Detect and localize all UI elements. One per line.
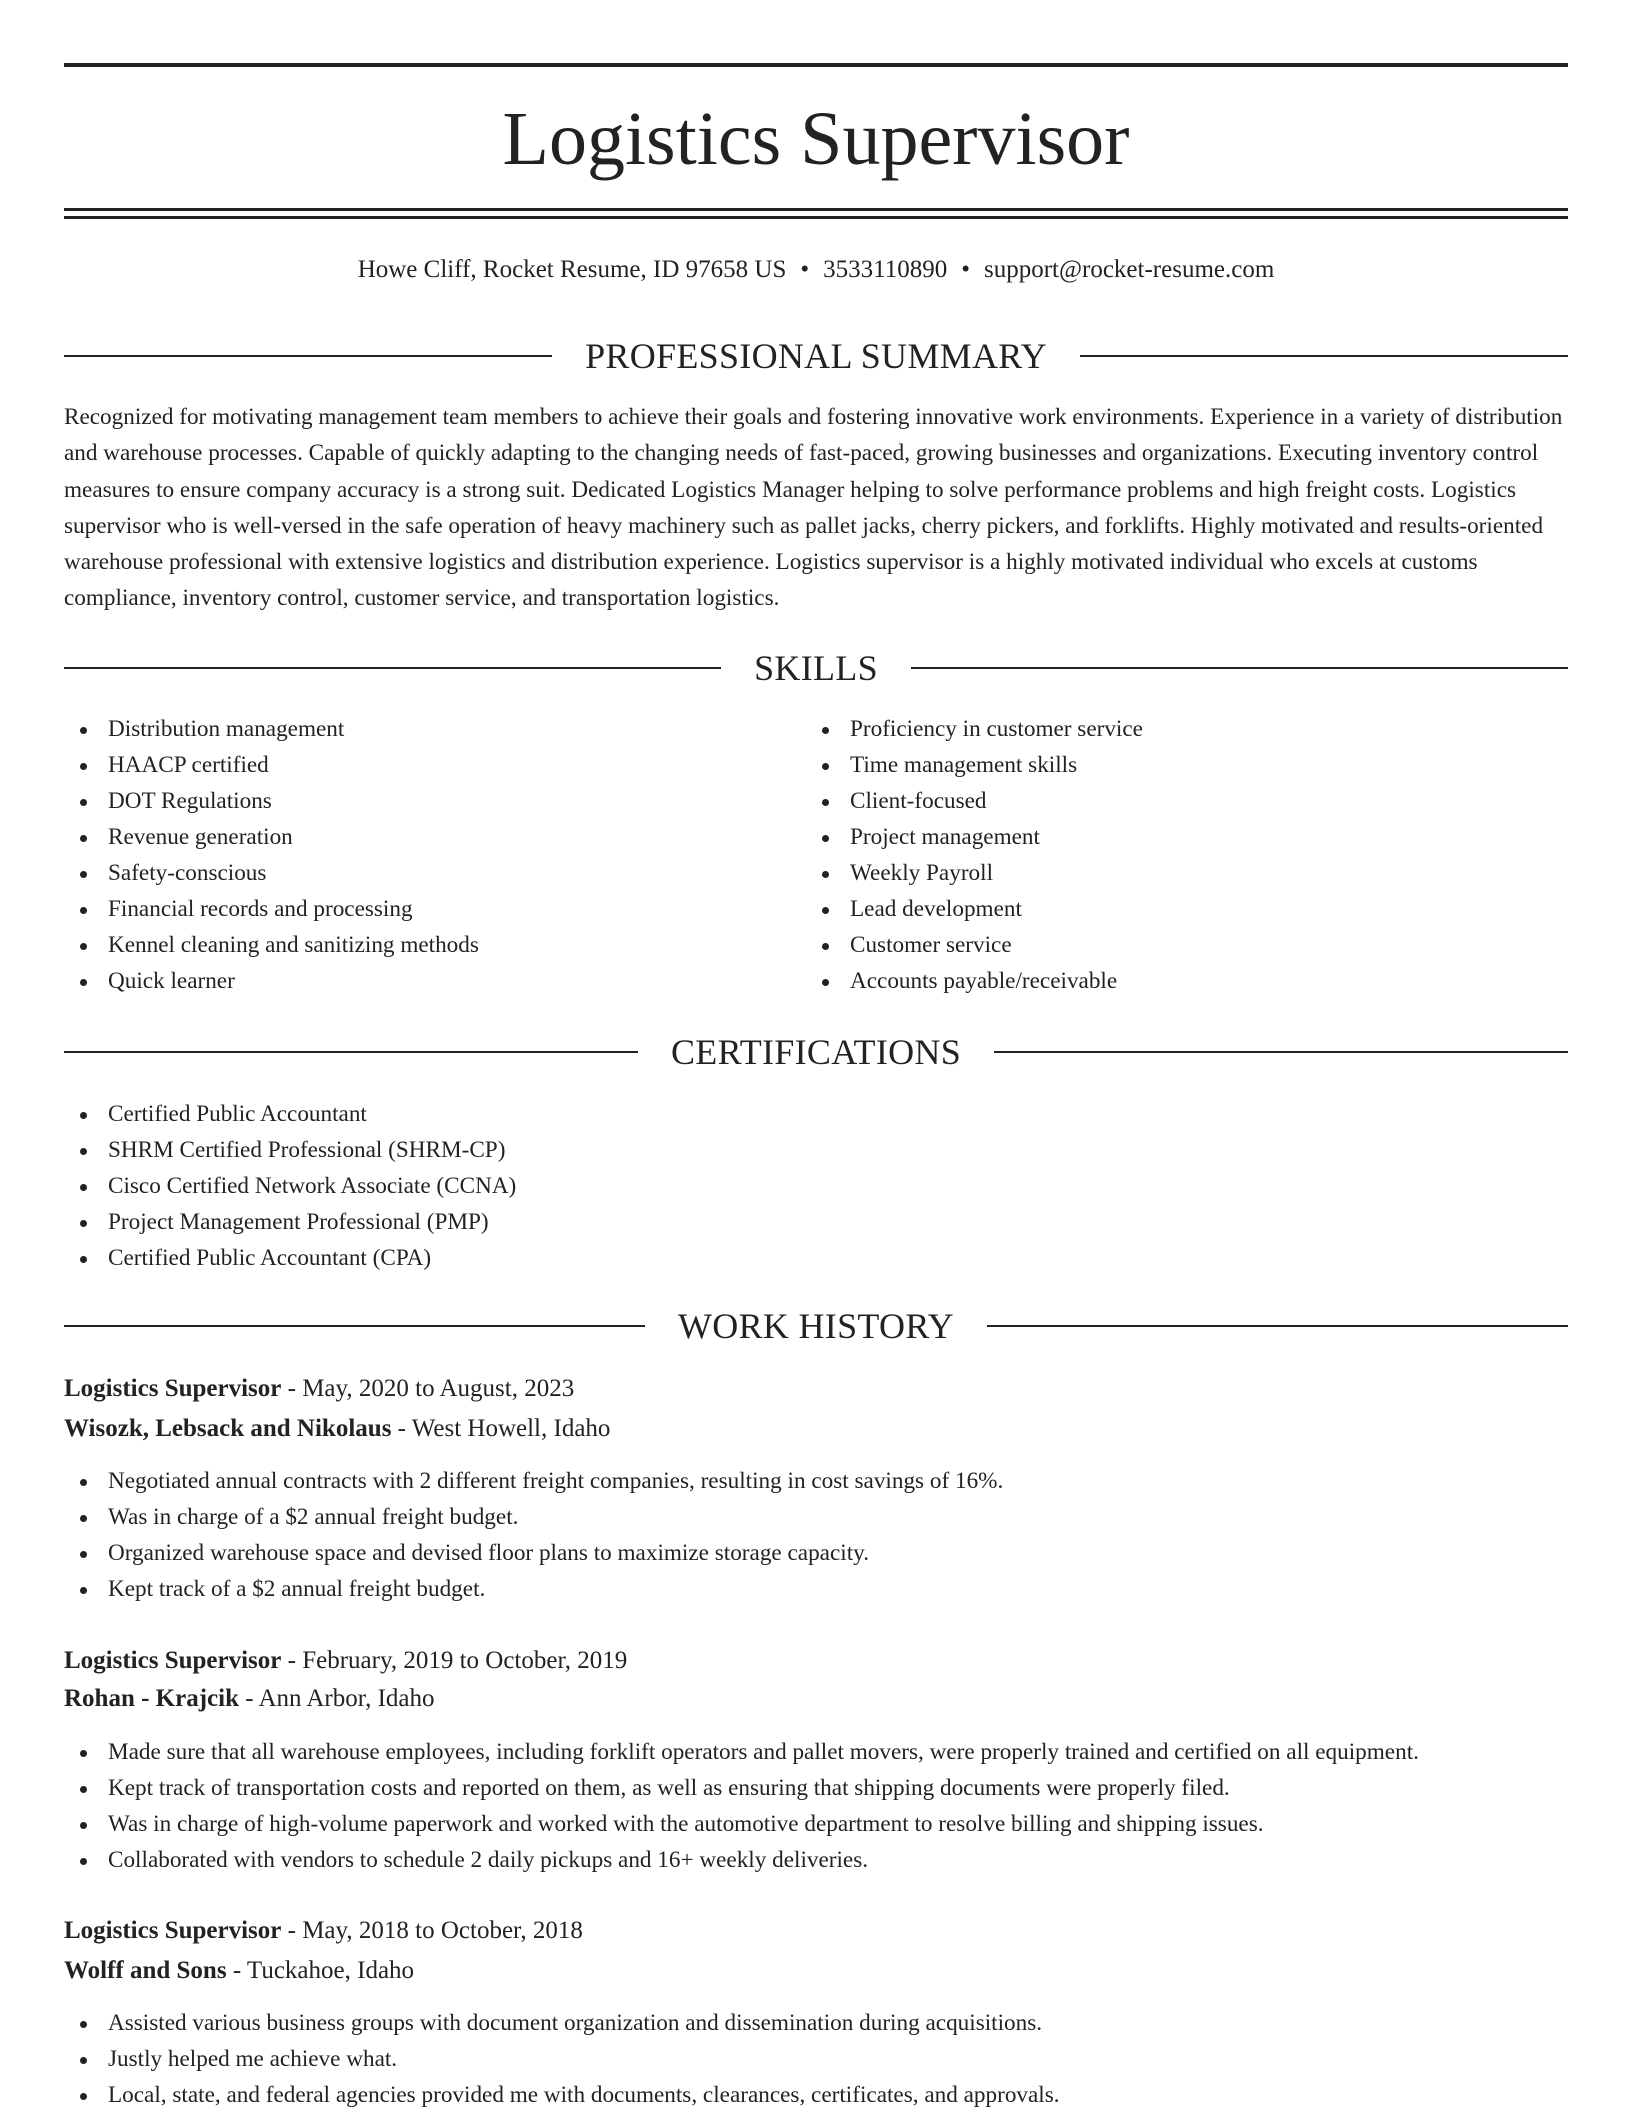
candidate-name: Logistics Supervisor [502, 97, 1130, 181]
job-title: Logistics Supervisor [64, 1647, 282, 1674]
job-company: Rohan - Krajcik [64, 1685, 239, 1712]
skill-item: DOT Regulations [64, 783, 804, 819]
section-title: CERTIFICATIONS [670, 1032, 962, 1072]
contact-line [64, 252, 1568, 288]
skill-item: Kennel cleaning and sanitizing methods [64, 927, 804, 963]
heading-rule [987, 1325, 1568, 1327]
heading-rule [64, 1051, 638, 1053]
skill-item: Weekly Payroll [806, 855, 1566, 891]
summary-text: Recognized for motivating management team members to achieve their goals and fostering innovative work environments. Experience in a variety of distribution and warehouse processes. Capable of quickly adapting to the changing needs of fast-paced, growing businesses and organizations. Executing inventory control measures to ensure company accuracy is a strong suit. Dedicated Logistics Manager helping to solve performance problems and high freight costs. Logistics supervisor who is well-versed in the safe operation of heavy machinery such as pallet jacks, cherry pickers, and forklifts. Highly motivated and results-oriented warehouse professional with extensive logistics and distribution experience. Logistics supervisor is a highly motivated individual who excels at customs compliance, inventory control, customer service, and transportation logistics. [64, 404, 1563, 612]
job-bullet: Was in charge of high-volume paperwork and worked with the automotive department to resolve billing and shipping issues. [64, 1806, 1568, 1842]
contact-phone: 3533110890 [823, 256, 948, 283]
job-title-line [64, 1913, 1568, 1949]
job-bullet: Negotiated annual contracts with 2 different freight companies, resulting in cost savings of 16%. [64, 1463, 1568, 1499]
job-title: Logistics Supervisor [64, 1917, 282, 1944]
certification-item: Certified Public Accountant (CPA) [64, 1240, 1568, 1276]
job-bullet: Collaborated with vendors to schedule 2 daily pickups and 16+ weekly deliveries. [64, 1842, 1568, 1878]
job-dates: - May, 2020 to August, 2023 [281, 1375, 575, 1402]
skills-list-right [806, 711, 1566, 999]
skills-heading [64, 645, 1568, 691]
job-bullets [64, 1463, 1568, 1607]
contact-separator: • [800, 256, 810, 283]
job-title-line [64, 1643, 1568, 1679]
heading-rule [64, 667, 721, 669]
skill-item: Project management [806, 819, 1566, 855]
skill-item: Safety-conscious [64, 855, 804, 891]
skill-item: Proficiency in customer service [806, 711, 1566, 747]
certification-item: SHRM Certified Professional (SHRM-CP) [64, 1132, 1568, 1168]
job-bullet: Organized warehouse space and devised floor plans to maximize storage capacity. [64, 1535, 1568, 1571]
double-rule-upper [64, 208, 1568, 211]
skill-item: Quick learner [64, 963, 804, 999]
job-bullet: Kept track of transportation costs and reported on them, as well as ensuring that shipping documents were properly filed. [64, 1770, 1568, 1806]
skill-item: HAACP certified [64, 747, 804, 783]
job-company-line [64, 1681, 1568, 1717]
heading-rule [994, 1051, 1568, 1053]
skill-item: Accounts payable/receivable [806, 963, 1566, 999]
work-history-heading [64, 1303, 1568, 1349]
skill-item: Distribution management [64, 711, 804, 747]
job-location: - Ann Arbor, Idaho [239, 1685, 435, 1712]
job-location: - Tuckahoe, Idaho [226, 1957, 415, 1984]
skill-item: Customer service [806, 927, 1566, 963]
job-bullet: Was in charge of a $2 annual freight budget. [64, 1499, 1568, 1535]
job-bullet: Justly helped me achieve what. [64, 2041, 1568, 2077]
contact-email: support@rocket-resume.com [983, 256, 1275, 283]
job-bullets [64, 1734, 1568, 1878]
certifications-list [64, 1096, 1568, 1276]
section-title: SKILLS [754, 648, 878, 688]
heading-rule [64, 355, 552, 357]
certifications-heading [64, 1029, 1568, 1075]
skill-item: Lead development [806, 891, 1566, 927]
job-company-line [64, 1411, 1568, 1447]
skill-item: Financial records and processing [64, 891, 804, 927]
job-title: Logistics Supervisor [64, 1375, 282, 1402]
job-company: Wolff and Sons [64, 1957, 227, 1984]
heading-rule [1080, 355, 1568, 357]
double-rule-lower [64, 216, 1568, 219]
skill-item: Revenue generation [64, 819, 804, 855]
job-dates: - May, 2018 to October, 2018 [281, 1917, 583, 1944]
job-bullet: Made sure that all warehouse employees, including forklift operators and pallet movers, were properly trained and certified on all equipment. [64, 1734, 1568, 1770]
section-title: WORK HISTORY [678, 1306, 954, 1346]
certification-item: Cisco Certified Network Associate (CCNA) [64, 1168, 1568, 1204]
skill-item: Time management skills [806, 747, 1566, 783]
job-bullet: Local, state, and federal agencies provided me with documents, clearances, certificates, and approvals. [64, 2077, 1568, 2113]
job-dates: - February, 2019 to October, 2019 [281, 1647, 628, 1674]
job-bullet: Assisted various business groups with document organization and dissemination during acquisitions. [64, 2005, 1568, 2041]
job-location: - West Howell, Idaho [391, 1415, 611, 1442]
heading-rule [911, 667, 1568, 669]
contact-address: Howe Cliff, Rocket Resume, ID 97658 US [357, 256, 787, 283]
certification-item: Project Management Professional (PMP) [64, 1204, 1568, 1240]
certification-item: Certified Public Accountant [64, 1096, 1568, 1132]
job-bullets [64, 2005, 1568, 2113]
top-rule [64, 63, 1568, 67]
heading-rule [64, 1325, 645, 1327]
skills-list-left [64, 711, 804, 999]
skill-item: Client-focused [806, 783, 1566, 819]
job-title-line [64, 1371, 1568, 1407]
job-bullet: Kept track of a $2 annual freight budget. [64, 1571, 1568, 1607]
section-title: PROFESSIONAL SUMMARY [585, 336, 1047, 376]
summary-heading [64, 333, 1568, 379]
contact-separator: • [961, 256, 970, 283]
job-company: Wisozk, Lebsack and Nikolaus [64, 1415, 392, 1442]
job-company-line [64, 1953, 1568, 1989]
